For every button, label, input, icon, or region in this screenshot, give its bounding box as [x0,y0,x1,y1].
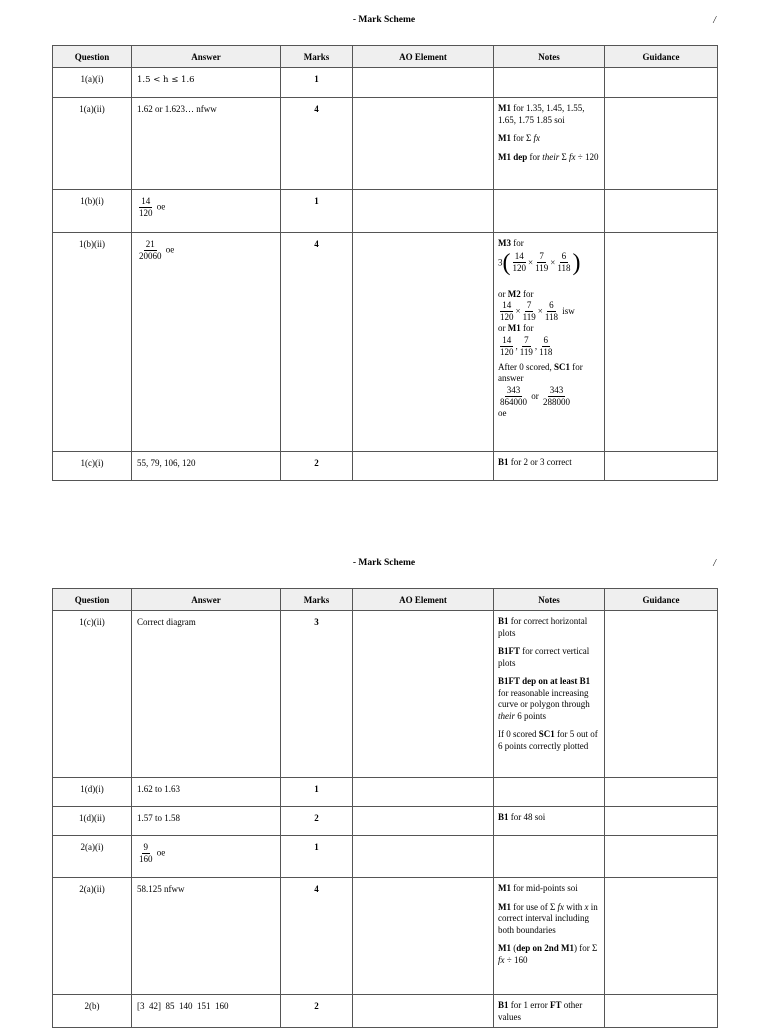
note-sc1-expression: $\frac{343}{864000}$ or $\frac{343}{288000}$ [500,384,570,407]
notes-cell [494,98,605,190]
ao-cell [353,190,494,233]
col-marks: Marks [281,589,353,611]
question-cell: 1(b)(i) [53,190,132,233]
notes-cell [494,611,605,778]
table-row [53,452,718,481]
marks-cell: 1 [281,68,353,98]
guidance-cell [605,68,718,98]
table-row [53,611,718,778]
answer-cell: [3 42] 85 140 151 160 [132,995,281,1028]
table-row [53,778,718,807]
answer-fraction: $\frac{14}{120}$ [139,196,153,218]
table-row [53,233,718,452]
guidance-cell [605,190,718,233]
header-slash: / [713,558,716,569]
table-row [53,190,718,233]
question-cell: 1(a)(ii) [53,98,132,190]
note: If 0 scored SC1 for 5 out of 6 points correctly plotted [498,729,598,751]
question-cell: 2(a)(i) [53,836,132,878]
answer-cell [132,68,281,98]
note: B1FT dep on at least B1 for reasonable increasing curve or polygon through their 6 points [498,676,591,721]
note: M1 (dep on 2nd M1) for Σ fx ÷ 160 [498,943,598,965]
question-cell: 1(b)(ii) [53,233,132,452]
table-row [53,878,718,995]
answer-cell: Correct diagram [132,611,281,778]
ao-cell [353,452,494,481]
marks-cell: 1 [281,190,353,233]
table-row [53,807,718,836]
col-question: Question [53,589,132,611]
guidance-cell [605,807,718,836]
mark-scheme-table [52,45,718,481]
note-sc1: After 0 scored, SC1 for answer [498,361,583,383]
notes-cell: B1 for 48 soi [494,807,605,836]
answer-cell: 55, 79, 106, 120 [132,452,281,481]
ao-cell [353,778,494,807]
guidance-cell [605,611,718,778]
header-slash: / [713,15,716,26]
table-header-row [53,589,718,611]
marks-cell: 1 [281,836,353,878]
ao-cell [353,836,494,878]
answer-cell [132,190,281,233]
note: M1 for Σ fx [498,133,540,143]
answer-cell: 58.125 nfww [132,878,281,995]
answer-cell [132,233,281,452]
question-cell: 1(d)(i) [53,778,132,807]
col-ao-element: AO Element [353,46,494,68]
notes-cell [494,233,605,452]
answer-suffix: oe [165,244,175,255]
question-cell: 1(c)(i) [53,452,132,481]
guidance-cell [605,98,718,190]
col-guidance: Guidance [605,589,718,611]
marks-cell: 2 [281,452,353,481]
notes-cell [494,778,605,807]
marks-cell: 4 [281,98,353,190]
answer-cell: 1.62 to 1.63 [132,778,281,807]
marks-cell: 3 [281,611,353,778]
marks-cell: 4 [281,233,353,452]
ao-cell [353,98,494,190]
page-header [0,558,768,574]
note-oe: oe [498,407,507,418]
note-m1-expression: $\frac{14}{120}$ , $\frac{7}{119}$ , $\frac{6}{118}$ [500,334,553,357]
answer-fraction: $\frac{9}{160}$ [139,842,153,864]
table-row [53,836,718,878]
page-title: - Mark Scheme [352,558,416,568]
notes-cell [494,190,605,233]
marks-cell: 1 [281,778,353,807]
answer-cell [132,836,281,878]
note: M1 for 1.35, 1.45, 1.55, 1.65, 1.75 1.85 soi [498,103,585,125]
page-header [0,15,768,31]
answer-cell: 1.57 to 1.58 [132,807,281,836]
ao-cell [353,807,494,836]
notes-cell [494,68,605,98]
note: M1 for mid-points soi [498,883,578,893]
answer-suffix: oe [156,847,166,858]
ao-cell [353,233,494,452]
note-m2-expression: $\frac{14}{120}$ × $\frac{7}{119}$ × $\frac{6}{118}$ isw [500,300,575,322]
ao-cell [353,878,494,995]
answer-cell: 1.62 or 1.623… nfww [132,98,281,190]
guidance-cell [605,995,718,1028]
guidance-cell [605,452,718,481]
col-ao-element: AO Element [353,589,494,611]
page-title: - Mark Scheme [352,15,416,25]
note: M1 dep for their Σ fx ÷ 120 [498,151,599,162]
col-answer: Answer [132,46,281,68]
marks-cell: 4 [281,878,353,995]
answer-fraction: $\frac{21}{20060}$ [139,239,162,261]
notes-cell [494,878,605,995]
note-m2: or M2 for [498,288,534,299]
question-cell: 1(c)(ii) [53,611,132,778]
col-guidance: Guidance [605,46,718,68]
question-cell: 1(d)(ii) [53,807,132,836]
table-row [53,68,718,98]
note: B1FT for correct vertical plots [498,646,590,668]
notes-cell [494,836,605,878]
guidance-cell [605,778,718,807]
question-cell: 2(a)(ii) [53,878,132,995]
col-notes: Notes [494,589,605,611]
mark-scheme-table [52,588,718,1028]
marks-cell: 2 [281,807,353,836]
note-m3-expression: 3( $\frac{14}{120}$ × $\frac{7}{119}$ × $\frac{6}{118}$ ) [498,249,581,276]
answer-text: 1.5 < h ≤ 1.6 [137,75,195,85]
guidance-cell [605,836,718,878]
ao-cell [353,68,494,98]
marks-cell: 2 [281,995,353,1028]
col-marks: Marks [281,46,353,68]
note: M1 for use of Σ fx with x in correct interval including both boundaries [498,901,598,935]
answer-suffix: oe [156,201,166,212]
ao-cell [353,995,494,1028]
col-question: Question [53,46,132,68]
col-notes: Notes [494,46,605,68]
note-m3: M3 for [498,238,524,248]
table-row [53,995,718,1028]
table-header-row [53,46,718,68]
note-m1: or M1 for [498,323,534,333]
note: B1 for correct horizontal plots [498,616,588,638]
table-row [53,98,718,190]
notes-cell: B1 for 2 or 3 correct [494,452,605,481]
guidance-cell [605,233,718,452]
guidance-cell [605,878,718,995]
ao-cell [353,611,494,778]
col-answer: Answer [132,589,281,611]
question-cell: 2(b) [53,995,132,1028]
notes-cell: B1 for 1 error FT other values [494,995,605,1028]
question-cell: 1(a)(i) [53,68,132,98]
